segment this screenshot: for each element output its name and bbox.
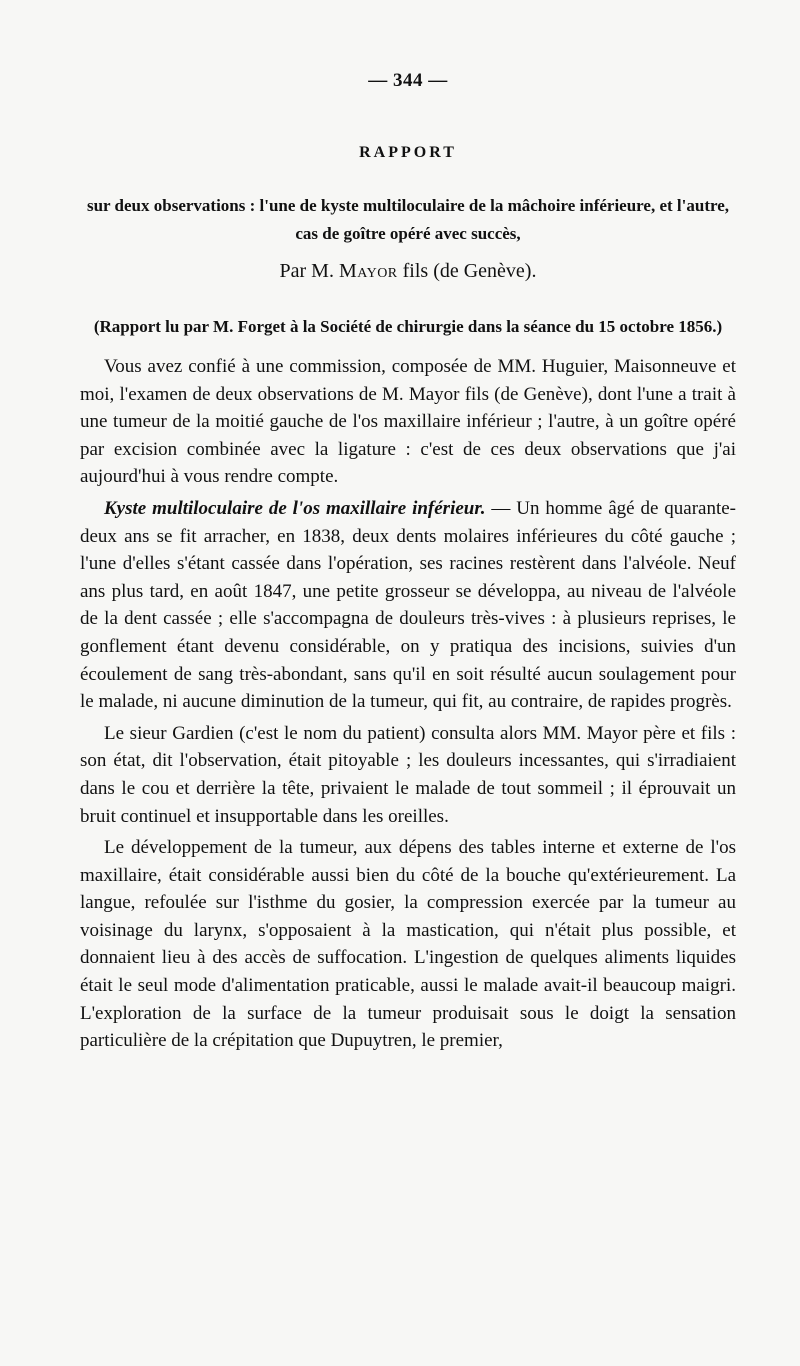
author-name: Mayor	[338, 260, 398, 282]
page-number: — 344 —	[368, 70, 448, 91]
paragraph-2-text: — Un homme âgé de quarante-deux ans se fit arracher, en 1838, deux dents molaires inférieures du côté gauche ; l'une d'elles s'étant cassée dans l'opération, ses racines restèrent dans l'alvéole. Neuf ans plus tard, en août 1847, une petite grosseur se développa, au niveau de l'alvéole de la dent cassée ; elle s'accompagna de douleurs très-vives : à plusieurs reprises, le gonflement étant devenu considérable, on y pratiqua des incisions, suivies d'un écoulement de sang très-abondant, sans qu'il en soit résulté aucun soulagement pour le malade, ni aucune diminution de la tumeur, qui fit, au contraire, de rapides progrès.	[80, 497, 736, 713]
author-prefix: Par M.	[279, 260, 339, 282]
paragraph-4: Le développement de la tumeur, aux dépens des tables interne et externe de l'os maxillaire, était considérable aussi bien du côté de la bouche qu'extérieurement. La langue, refoulée sur l'isthme du gosier, la compression exercée par la tumeur au voisinage du larynx, s'opposaient à la mastication, qui n'était plus possible, et donnaient lieu à des accès de suffocation. L'ingestion de quelques aliments liquides était le seul mode d'alimentation praticable, aussi le malade avait-il beaucoup maigri. L'exploration de la surface de la tumeur produisait sous le doigt la sensation particulière de la crépitation que Dupuytren, le premier,	[80, 837, 736, 1052]
paragraph-3: Le sieur Gardien (c'est le nom du patient) consulta alors MM. Mayor père et fils : son état, dit l'observation, était pitoyable ; les douleurs incessantes, qui s'irradiaient dans le cou et derrière la tête, privaient le malade de tout sommeil ; il éprouvait un bruit continuel et insupportable dans les oreilles.	[80, 722, 736, 827]
report-subtitle: sur deux observations : l'une de kyste multiloculaire de la mâchoire inférieure, et l'autre, cas de goître opéré avec succès,	[86, 196, 730, 243]
paragraph-1: Vous avez confié à une commission, composée de MM. Huguier, Maisonneuve et moi, l'examen de deux observations de M. Mayor fils (de Genève), dont l'une a trait à une tumeur de la moitié gauche de l'os maxillaire inférieur ; l'autre, à un goître opéré par excision combinée avec la ligature : c'est de ces deux observations que j'ai aujourd'hui à vous rendre compte.	[80, 356, 736, 488]
report-note: (Rapport lu par M. Forget à la Société de chirurgie dans la séance du 15 octobre 1856.)	[93, 317, 723, 336]
report-title: RAPPORT	[359, 144, 457, 161]
paragraph-2	[80, 495, 736, 716]
document-page	[80, 70, 736, 1059]
report-author	[80, 260, 736, 283]
section-heading: Kyste multiloculaire de l'os maxillaire inférieur.	[104, 497, 486, 519]
author-suffix: fils (de Genève).	[397, 260, 537, 282]
